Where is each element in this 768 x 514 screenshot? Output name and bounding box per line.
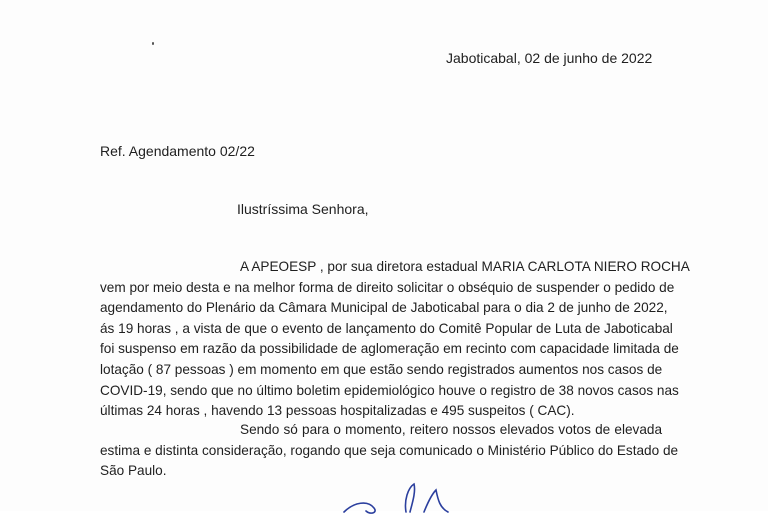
- handwritten-signature: [340, 482, 470, 514]
- paragraph-line: estima e distinta consideração, rogando que seja comunicado o Ministério Público do Estado de: [100, 442, 679, 458]
- paragraph-line: agendamento do Plenário da Câmara Municipal de Jaboticabal para o dia 2 de junho de 2022,: [100, 300, 668, 316]
- letter-reference: Ref. Agendamento 02/22: [100, 143, 255, 159]
- paragraph-line: COVID-19, sendo que no último boletim epidemiológico houve o registro de 38 novos casos nas: [100, 382, 679, 398]
- letter-paragraph-1: [100, 257, 690, 422]
- paragraph-line: ás 19 horas , a vista de que o evento de lançamento do Comitê Popular de Luta de Jaboticabal: [100, 320, 673, 336]
- paragraph-line: Sendo só para o momento, reitero nossos elevados votos de elevada: [240, 422, 662, 437]
- letter-date: Jaboticabal, 02 de junho de 2022: [446, 50, 653, 66]
- letter-salutation: Ilustríssima Senhora,: [237, 201, 369, 217]
- paragraph-line: vem por meio desta e na melhor forma de direito solicitar o obséquio de suspender o pedido de: [100, 279, 675, 295]
- scan-speck: [152, 42, 154, 45]
- paragraph-line: A APEOESP , por sua diretora estadual MARIA CARLOTA NIERO ROCHA: [240, 259, 690, 274]
- paragraph-line: São Paulo.: [100, 463, 167, 479]
- paragraph-line: foi suspenso em razão da possibilidade de aglomeração em recinto com capacidade limitada de: [100, 341, 679, 357]
- paragraph-line: lotação ( 87 pessoas ) em momento em que estão sendo registrados aumentos nos casos de: [100, 361, 663, 377]
- paragraph-line: últimas 24 horas , havendo 13 pessoas hospitalizadas e 495 suspeitos ( CAC).: [100, 403, 575, 419]
- letter-paragraph-2: [100, 420, 679, 482]
